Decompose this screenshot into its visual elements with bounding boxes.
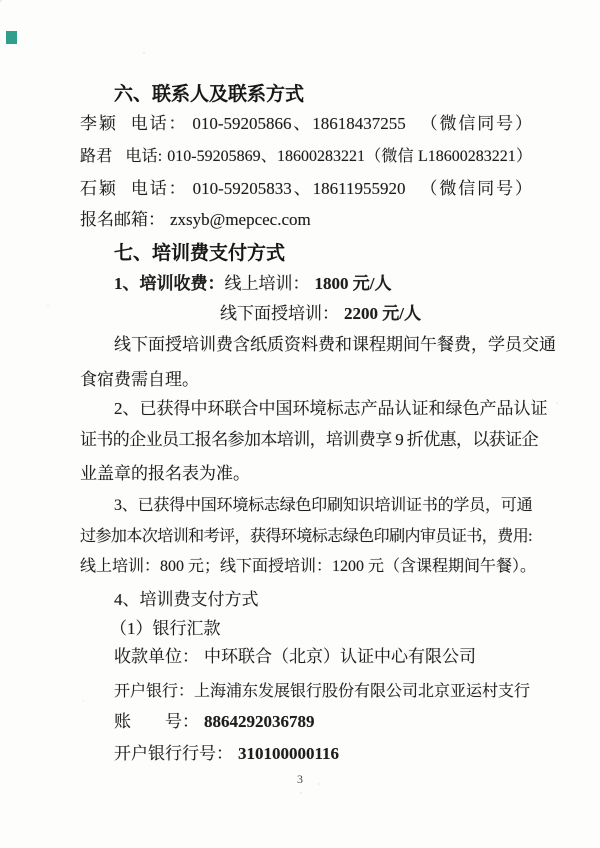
phone-numbers: 010-59205866、18618437255	[192, 114, 406, 133]
phone-numbers: 010-59205833、18611955920	[192, 179, 406, 198]
email-value: zxsyb@mepcec.com	[170, 210, 311, 229]
email-line	[80, 208, 532, 231]
page-number: 3	[297, 772, 303, 786]
phone-numbers: 010-59205869、18600283221	[167, 148, 365, 165]
wechat-note: （微信同号）	[418, 114, 533, 133]
auditor-paragraph-line: 线上培训：800 元；线下面授培训：1200 元（含课程期间午餐）。	[80, 558, 537, 575]
contact-row	[80, 177, 532, 200]
account-label: 账 号：	[114, 712, 199, 731]
fee-note-line: 线下面授培训费含纸质资料费和课程期间午餐费，学员交通	[114, 335, 556, 354]
bank-code-value: 310100000116	[238, 744, 340, 763]
phone-label: 电话：	[130, 179, 188, 198]
scan-noise	[0, 0, 2, 2]
discount-paragraph-line: 2、已获得中环联合中国环境标志产品认证和绿色产品认证	[114, 399, 548, 418]
auditor-paragraph-line: 过参加本次培训和考评，获得环境标志绿色印刷内审员证书，费用:	[80, 528, 532, 545]
bank-code-label: 开户银行行号：	[114, 744, 233, 763]
payee-label: 收款单位：	[114, 647, 199, 666]
payee-value: 中环联合（北京）认证中心有限公司	[204, 647, 476, 666]
contacts-section-heading: 六、联系人及联系方式	[114, 84, 305, 105]
wechat-note: （微信同号）	[418, 179, 533, 198]
fee-note-line: 食宿费需自理。	[80, 370, 199, 389]
discount-paragraph-line: 证书的企业员工报名参加本培训，培训费享 9 折优惠，以获证企	[80, 430, 538, 449]
phone-label: 电话:	[125, 148, 163, 165]
contact-row	[80, 145, 532, 168]
payment-method-heading: 4、培训费支付方式	[114, 590, 259, 609]
fee-item-label: 1、培训收费：	[114, 274, 225, 293]
bank-line	[80, 680, 532, 703]
bank-code-line	[80, 742, 532, 765]
phone-label: 电话：	[130, 114, 188, 133]
fee-offline-value: 2200 元/人	[344, 304, 421, 323]
account-number: 8864292036789	[204, 712, 315, 731]
bank-value: 上海浦东发展银行股份有限公司北京亚运村支行	[194, 683, 531, 700]
fee-online-label: 线上培训：	[224, 274, 310, 293]
fee-offline-label: 线下面授培训：	[220, 304, 339, 323]
payment-section-heading: 七、培训费支付方式	[114, 243, 286, 264]
account-line	[80, 710, 532, 733]
contact-row	[80, 112, 532, 135]
bank-label: 开户银行：	[114, 683, 195, 700]
wechat-note: （微信 L18600283221）	[365, 148, 532, 165]
discount-paragraph-line: 业盖章的报名表为准。	[80, 464, 250, 483]
email-label: 报名邮箱：	[80, 210, 165, 229]
bank-transfer-subheading: （1）银行汇款	[110, 619, 221, 638]
contact-name: 李颖	[80, 114, 118, 133]
payee-line	[80, 645, 532, 668]
fee-line-online	[80, 272, 532, 295]
contact-name: 路君	[80, 148, 113, 165]
auditor-paragraph-line: 3、已获得中国环境标志绿色印刷知识培训证书的学员，可通	[114, 497, 532, 514]
contact-name: 石颖	[80, 179, 118, 198]
scan-artifact-mark	[6, 31, 17, 44]
fee-online-value: 1800 元/人	[314, 274, 392, 293]
fee-line-offline	[80, 302, 532, 325]
